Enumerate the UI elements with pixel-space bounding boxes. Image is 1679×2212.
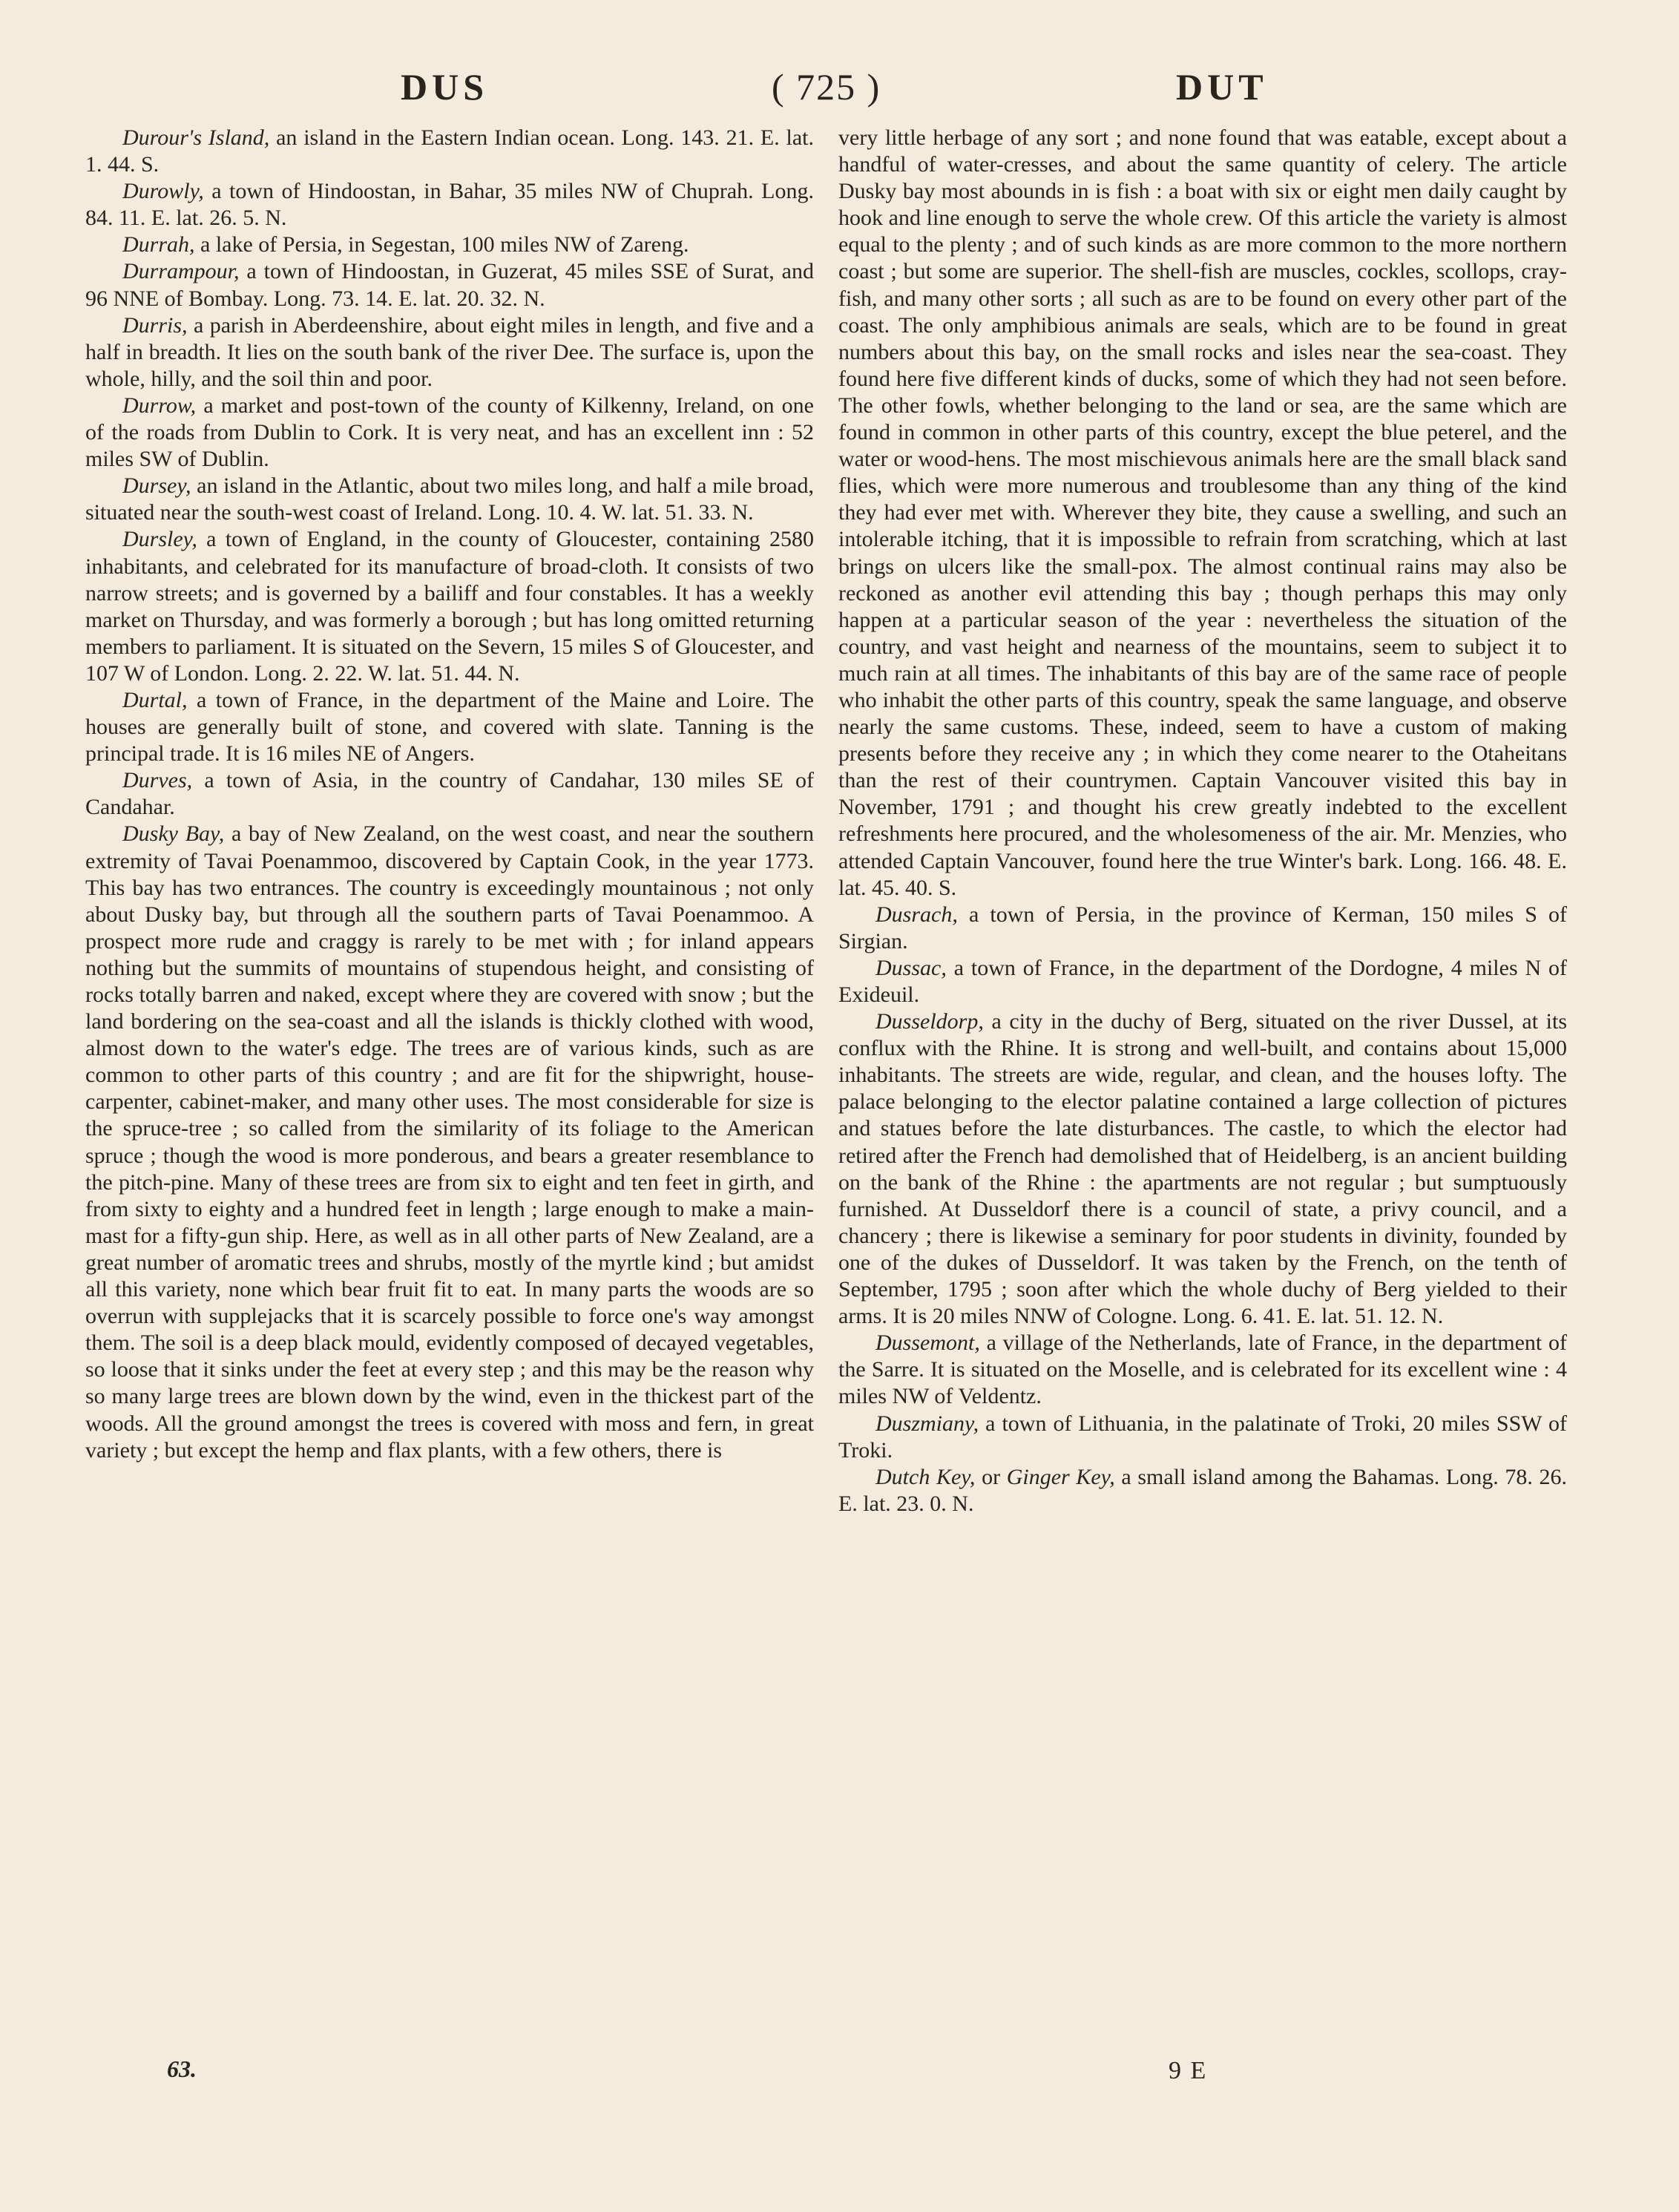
entry xyxy=(85,473,814,526)
entry-text: a small island among the Bahamas. Long. 78. 26. E. lat. 23. 0. N. xyxy=(838,1464,1567,1516)
entry xyxy=(838,1330,1567,1410)
entry xyxy=(85,178,814,232)
entry-text: a town of Persia, in the province of Kerman, 150 miles S of Sirgian. xyxy=(838,902,1567,954)
entry-headword: Dussac, xyxy=(875,955,947,980)
entry-headword: Dusky Bay, xyxy=(122,821,225,847)
entry xyxy=(85,258,814,312)
entry xyxy=(838,902,1567,955)
entry-headword: Duszmiany, xyxy=(875,1411,979,1436)
entry-continuation xyxy=(838,125,1567,902)
entry-headword: Durtal, xyxy=(122,687,188,712)
entry-text: an island in the Eastern Indian ocean. Long. 143. 21. E. lat. 1. 44. S. xyxy=(85,125,814,177)
entry-text: a parish in Aberdeenshire, about eight miles in length, and five and a half in breadth. It lies on the south bank of the river Dee. The surface is, upon the whole, hilly, and the soil thin and poor. xyxy=(85,312,814,391)
entry-headword-alt: Ginger Key, xyxy=(1006,1464,1115,1489)
entry xyxy=(85,232,814,258)
entry-text: a town of France, in the department of the Maine and Loire. The houses are generally built of stone, and covered with slate. Tanning is the principal trade. It is 16 miles NE of Angers. xyxy=(85,687,814,767)
entry xyxy=(85,821,814,1463)
entry-headword: Dutch Key, xyxy=(875,1464,976,1489)
entry-headword: Dursley, xyxy=(122,527,197,552)
entry-headword: Dussemont, xyxy=(875,1330,980,1356)
entry-text: or xyxy=(975,1464,1007,1489)
entry-text: a town of Hindoostan, in Bahar, 35 miles NW of Chuprah. Long. 84. 11. E. lat. 26. 5. N. xyxy=(85,179,814,231)
entry-text: a lake of Persia, in Segestan, 100 miles NW of Zareng. xyxy=(194,232,689,257)
entry xyxy=(85,687,814,767)
left-column xyxy=(85,125,814,2128)
entry-text: a bay of New Zealand, on the west coast, and near the southern extremity of Tavai Poenammoo, discovered by Captain Cook, in the year 1773. This bay has two entrances. The country is exceedingly mountainous ; not only about Dusky bay, but through all the southern parts of Tavai Poenammoo. A prospect more rude and craggy is rarely to be met with ; for inland appears nothing but the summits of mountains of stupendous height, and consisting of rocks totally barren and naked, except where they are covered with snow ; but the land bordering on the sea-coast and all the islands is thickly clothed with wood, almost down to the water's edge. The trees are of various kinds, such as are common to other parts of this country ; and are fit for the shipwright, house-carpenter, cabinet-maker, and many other uses. The most considerable for size is the spruce-tree ; so called from the similarity of its foliage to the American spruce ; though the wood is more ponderous, and bears a greater resemblance to the pitch-pine. Many of these trees are from six to eight and ten feet in girth, and from sixty to eighty and a hundred feet in length ; large enough to make a main-mast for a fifty-gun ship. Here, as well as in all other parts of New Zealand, are a great number of aromatic trees and shrubs, mostly of the myrtle kind ; but amidst all this variety, none which bear fruit fit to eat. In many parts the woods are so overrun with supplejacks that it is scarcely possible to force one's way amongst them. The soil is a deep black mould, evidently composed of decayed vegetables, so loose that it sinks under the feet at every step ; and this may be the reason why so many large trees are blown down by the wind, even in the thickest part of the woods. All the ground amongst the trees is covered with moss and fern, in great variety ; but except the hemp and flax plants, with a few others, there is xyxy=(85,821,814,1463)
header-right-guideword: DUT xyxy=(1176,66,1268,108)
footer-signature-mark: 9 E xyxy=(1169,2057,1208,2084)
entry xyxy=(85,767,814,821)
entry-text: a city in the duchy of Berg, situated on the river Dussel, at its conflux with the Rhine. It is strong and well-built, and contains about 15,000 inhabitants. The streets are wide, regular, and clean, and the houses lofty. The palace belonging to the elector palatine contained a large collection of pictures and statues before the late disturbances. The castle, to which the elector had retired after the French had demolished that of Heidelberg, is an ancient building on the bank of the Rhine : the apartments are not regular ; but sumptuously furnished. At Dusseldorf there is a council of state, a privy council, and a chancery ; there is likewise a seminary for poor students in divinity, founded by one of the dukes of Dusseldorf. It was taken by the French, on the tenth of September, 1795 ; soon after which the whole duchy of Berg yielded to their arms. It is 20 miles NNW of Cologne. Long. 6. 41. E. lat. 51. 12. N. xyxy=(838,1009,1567,1329)
entry-headword: Durrah, xyxy=(122,232,195,257)
entry-text: a town of France, in the department of the Dordogne, 4 miles N of Exideuil. xyxy=(838,955,1567,1007)
entry-headword: Dusrach, xyxy=(875,902,958,927)
entry-headword: Dusseldorp, xyxy=(875,1009,984,1034)
entry-headword: Durowly, xyxy=(122,179,204,204)
entry xyxy=(85,125,814,178)
page-header xyxy=(0,65,1679,117)
entry-text: very little herbage of any sort ; and none found that was eatable, except about a handful of water-cresses, and about the same quantity of celery. The article Dusky bay most abounds in is fish : a boat with six or eight men daily caught by hook and line enough to serve the whole crew. Of this article the variety is almost equal to the plenty ; and of such kinds as are more common to the more northern coast ; but some are superior. The shell-fish are muscles, cockles, scollops, cray-fish, and many other sorts ; all such as are to be found on every other part of the coast. The only amphibious animals are seals, which are to be found in great numbers about this bay, on the small rocks and isles near the sea-coast. They found here five different kinds of ducks, some of which they had not seen before. The other fowls, whether belonging to the land or sea, are the same which are found in common in other parts of this country, except the blue peterel, and the water or wood-hens. The most mischievous animals here are the small black sand flies, which were more numerous and troublesome than any thing of the kind they had ever met with. Wherever they bite, they cause a swelling, and such an intolerable itching, that it is impossible to refrain from scratching, which at last brings on ulcers like the small-pox. The almost continual rains may also be reckoned as another evil attending this bay ; though perhaps this may only happen at a particular season of the year : nevertheless the situation of the country, and vast height and nearness of the mountains, seem to subject it to much rain at all times. The inhabitants of this bay are of the same race of people who inhabit the other parts of this country, speak the same language, and observe nearly the same customs. These, indeed, seem to have a custom of making presents before they receive any ; in which they come nearer to the Otaheitans than the rest of their countrymen. Captain Vancouver visited this bay in November, 1791 ; and thought his crew greatly indebted to the excellent refreshments here procured, and the wholesomeness of the air. Mr. Menzies, who attended Captain Vancouver, found here the true Winter's bark. Long. 166. 48. E. lat. 45. 40. S. xyxy=(838,125,1567,900)
entry xyxy=(838,1008,1567,1330)
entry xyxy=(838,955,1567,1008)
entry-headword: Durris, xyxy=(122,312,188,338)
header-left-guideword: DUS xyxy=(401,66,489,108)
entry-headword: Durour's Island, xyxy=(122,125,270,150)
entry-text: a market and post-town of the county of Kilkenny, Ireland, on one of the roads from Dublin to Cork. It is very neat, and has an excellent inn : 52 miles SW of Dublin. xyxy=(85,393,814,472)
page-number: ( 725 ) xyxy=(772,66,881,108)
entry-text: a town of Asia, in the country of Candahar, 130 miles SE of Candahar. xyxy=(85,768,814,820)
entry-text: a village of the Netherlands, late of France, in the department of the Sarre. It is situated on the Moselle, and is celebrated for its excellent wine : 4 miles NW of Veldentz. xyxy=(838,1330,1567,1409)
entry xyxy=(838,1411,1567,1464)
footer-left-mark: 63. xyxy=(167,2055,197,2082)
entry xyxy=(838,1464,1567,1517)
entry xyxy=(85,526,814,687)
entry-text: a town of Hindoostan, in Guzerat, 45 miles SSE of Surat, and 96 NNE of Bombay. Long. 73. 14. E. lat. 20. 32. N. xyxy=(85,259,814,311)
entry xyxy=(85,312,814,393)
entry-headword: Durves, xyxy=(122,768,193,793)
entry xyxy=(85,393,814,473)
entry-headword: Durrampour, xyxy=(122,259,240,284)
entry-headword: Durrow, xyxy=(122,393,197,418)
entry-text: a town of England, in the county of Gloucester, containing 2580 inhabitants, and celebrated for its manufacture of broad-cloth. It consists of two narrow streets; and is governed by a bailiff and four constables. It has a weekly market on Thursday, and was formerly a borough ; but has long omitted returning members to parliament. It is situated on the Severn, 15 miles S of Gloucester, and 107 W of London. Long. 2. 22. W. lat. 51. 44. N. xyxy=(85,527,814,686)
entry-text: a town of Lithuania, in the palatinate of Troki, 20 miles SSW of Troki. xyxy=(838,1411,1567,1463)
entry-headword: Dursey, xyxy=(122,473,191,499)
entry-text: an island in the Atlantic, about two miles long, and half a mile broad, situated near the south-west coast of Ireland. Long. 10. 4. W. lat. 51. 33. N. xyxy=(85,473,814,525)
right-column xyxy=(838,125,1567,2128)
